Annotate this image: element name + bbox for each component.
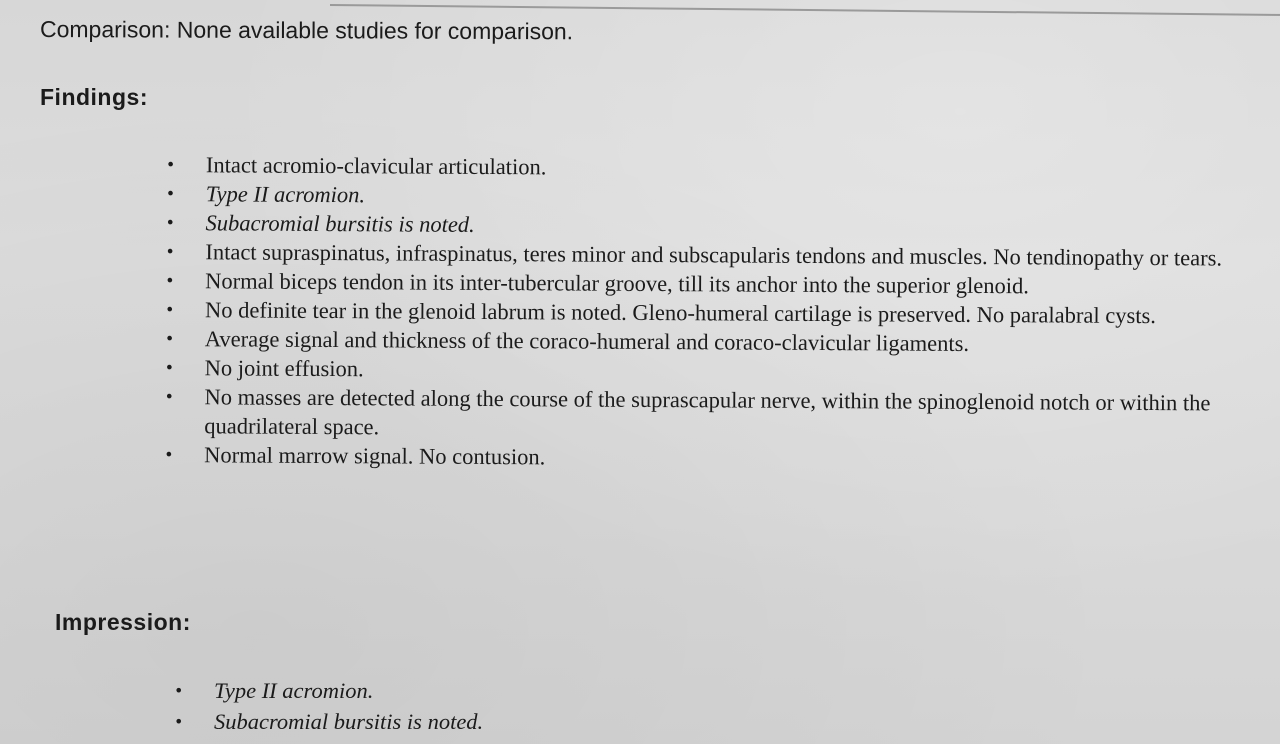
impression-heading: Impression:	[55, 609, 191, 635]
finding-item	[158, 440, 1243, 476]
finding-text: No definite tear in the glenoid labrum is noted. Gleno-humeral cartilage is preserved. No paralabral cysts.	[204, 297, 1157, 329]
impression-list	[168, 675, 1068, 737]
finding-text: Intact acromio-clavicular articulation.	[205, 152, 547, 180]
comparison-text: None available studies for comparison.	[176, 16, 574, 45]
finding-text: Normal biceps tendon in its inter-tubercular groove, till its anchor into the superior glenoid.	[205, 268, 1029, 299]
impression-text: Type II acromion.	[214, 678, 374, 703]
findings-list	[158, 150, 1245, 476]
findings-heading: Findings:	[40, 84, 148, 110]
finding-text: Subacromial bursitis is noted.	[205, 210, 475, 237]
finding-text: No masses are detected along the course of the suprascapular nerve, within the spinoglenoid notch or within the quadrilateral space.	[204, 384, 1211, 440]
finding-text: Average signal and thickness of the coraco-humeral and coraco-clavicular ligaments.	[204, 326, 970, 356]
impression-text: Subacromial bursitis is noted.	[214, 709, 484, 734]
top-divider	[330, 4, 1280, 16]
finding-item	[158, 382, 1243, 447]
finding-text: No joint effusion.	[204, 355, 364, 382]
finding-text: Normal marrow signal. No contusion.	[204, 442, 546, 470]
comparison-label: Comparison:	[39, 16, 171, 43]
impression-item	[168, 706, 1068, 737]
impression-item	[168, 675, 1068, 706]
finding-text: Intact supraspinatus, infraspinatus, teres minor and subscapularis tendons and muscles. No tendinopathy or tears.	[205, 239, 1223, 271]
finding-text: Type II acromion.	[205, 181, 366, 208]
comparison-line	[40, 16, 573, 45]
